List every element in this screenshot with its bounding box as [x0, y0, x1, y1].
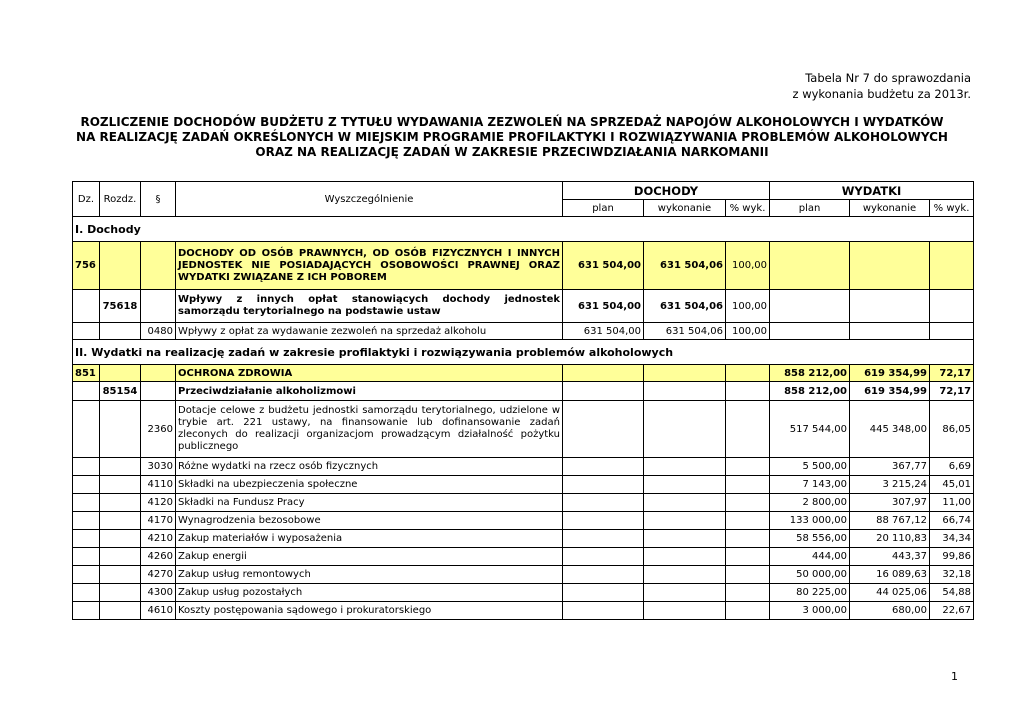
table-row — [73, 476, 974, 494]
expense-pct: 6,69 — [930, 458, 974, 476]
income-pct: 100,00 — [726, 323, 770, 340]
title-line-3: ORAZ NA REALIZACJĘ ZADAŃ W ZAKRESIE PRZECIWDZIAŁANIA NARKOMANII — [255, 145, 769, 159]
rozdz-code: 85154 — [100, 382, 141, 401]
paragraph-description: Dotacje celowe z budżetu jednostki samorządu terytorialnego, udzielone w trybie art. 221 ustawy, na finansowanie lub dofinansowanie zadań zleconych do realizacji organizacjom prowadzącym działalność pożytku publicznego — [176, 401, 563, 458]
table-row — [73, 548, 974, 566]
expense-plan: 7 143,00 — [770, 476, 850, 494]
paragraph-description: Różne wydatki na rzecz osób fizycznych — [176, 458, 563, 476]
col-income-plan: plan — [563, 200, 644, 217]
title-line-2: NA REALIZACJĘ ZADAŃ OKREŚLONYCH W MIEJSKIM PROGRAMIE PROFILAKTYKI I ROZWIĄZYWANIA PROBLEMÓW ALKOHOLOWYCH — [76, 130, 948, 144]
paragraph-code: 4110 — [141, 476, 176, 494]
dz-code: 756 — [73, 242, 100, 290]
budget-table — [72, 181, 974, 620]
col-income-wykonanie: wykonanie — [644, 200, 726, 217]
expense-plan: 2 800,00 — [770, 494, 850, 512]
report-annotation — [793, 70, 972, 102]
income-pct: 100,00 — [726, 242, 770, 290]
table-row — [73, 566, 974, 584]
income-wykonanie: 631 504,06 — [644, 323, 726, 340]
table-row — [73, 494, 974, 512]
rozdz-description: Przeciwdziałanie alkoholizmowi — [176, 382, 563, 401]
expense-plan: 50 000,00 — [770, 566, 850, 584]
col-income-pct: % wyk. — [726, 200, 770, 217]
expense-wykonanie: 44 025,06 — [850, 584, 930, 602]
paragraph-code: 0480 — [141, 323, 176, 340]
col-expense-pct: % wyk. — [930, 200, 974, 217]
expense-wykonanie: 20 110,83 — [850, 530, 930, 548]
expense-plan: 133 000,00 — [770, 512, 850, 530]
table-row — [73, 458, 974, 476]
col-dz: Dz. — [73, 182, 100, 217]
rozdz-description: Wpływy z innych opłat stanowiących dochody jednostek samorządu terytorialnego na podstawie ustaw — [176, 290, 563, 323]
paragraph-description: Składki na Fundusz Pracy — [176, 494, 563, 512]
paragraph-description: Wynagrodzenia bezosobowe — [176, 512, 563, 530]
expense-plan: 80 225,00 — [770, 584, 850, 602]
col-description: Wyszczególnienie — [176, 182, 563, 217]
expense-pct: 72,17 — [930, 382, 974, 401]
paragraph-description: Zakup usług remontowych — [176, 566, 563, 584]
expense-wykonanie: 307,97 — [850, 494, 930, 512]
expense-plan: 58 556,00 — [770, 530, 850, 548]
paragraph-code: 4270 — [141, 566, 176, 584]
rozdz-code: 75618 — [100, 290, 141, 323]
income-wykonanie: 631 504,06 — [644, 242, 726, 290]
expense-pct: 66,74 — [930, 512, 974, 530]
expense-plan: 517 544,00 — [770, 401, 850, 458]
expense-pct: 54,88 — [930, 584, 974, 602]
title-line-1: ROZLICZENIE DOCHODÓW BUDŻETU Z TYTUŁU WYDAWANIA ZEZWOLEŃ NA SPRZEDAŻ NAPOJÓW ALKOHOLOWYCH I WYDATKÓW — [80, 115, 944, 129]
expense-wykonanie: 88 767,12 — [850, 512, 930, 530]
expense-wykonanie: 619 354,99 — [850, 365, 930, 382]
income-wykonanie: 631 504,06 — [644, 290, 726, 323]
document-title — [60, 115, 964, 160]
col-expense-plan: plan — [770, 200, 850, 217]
expense-pct: 86,05 — [930, 401, 974, 458]
paragraph-code: 4610 — [141, 602, 176, 620]
annotation-line-1: Tabela Nr 7 do sprawozdania — [805, 71, 971, 85]
income-plan: 631 504,00 — [563, 242, 644, 290]
income-plan: 631 504,00 — [563, 290, 644, 323]
expense-plan: 444,00 — [770, 548, 850, 566]
col-rozdz: Rozdz. — [100, 182, 141, 217]
section-header: II. Wydatki na realizację zadań w zakresie profilaktyki i rozwiązywania problemów alkoholowych — [73, 340, 974, 365]
expense-wykonanie: 619 354,99 — [850, 382, 930, 401]
table-row — [73, 512, 974, 530]
paragraph-code: 4120 — [141, 494, 176, 512]
paragraph-code: 4300 — [141, 584, 176, 602]
expense-pct: 99,86 — [930, 548, 974, 566]
expense-wykonanie: 443,37 — [850, 548, 930, 566]
paragraph-description: Zakup energii — [176, 548, 563, 566]
table-row — [73, 584, 974, 602]
paragraph-code: 4210 — [141, 530, 176, 548]
paragraph-description: Zakup materiałów i wyposażenia — [176, 530, 563, 548]
dz-description: DOCHODY OD OSÓB PRAWNYCH, OD OSÓB FIZYCZNYCH I INNYCH JEDNOSTEK NIE POSIADAJĄCYCH OSOBOWOŚCI PRAWNEJ ORAZ WYDATKI ZWIĄZANE Z ICH POBOREM — [176, 242, 563, 290]
expense-wykonanie: 3 215,24 — [850, 476, 930, 494]
expense-wykonanie: 16 089,63 — [850, 566, 930, 584]
col-expense-wykonanie: wykonanie — [850, 200, 930, 217]
annotation-line-2: z wykonania budżetu za 2013r. — [792, 87, 971, 101]
paragraph-description: Wpływy z opłat za wydawanie zezwoleń na sprzedaż alkoholu — [176, 323, 563, 340]
page-number: 1 — [951, 670, 958, 683]
col-paragraph: § — [141, 182, 176, 217]
table-row — [73, 530, 974, 548]
table-row — [73, 401, 974, 458]
dz-code: 851 — [73, 365, 100, 382]
paragraph-code: 4260 — [141, 548, 176, 566]
expense-wykonanie: 680,00 — [850, 602, 930, 620]
expense-pct: 32,18 — [930, 566, 974, 584]
paragraph-code: 4170 — [141, 512, 176, 530]
table-row — [73, 602, 974, 620]
expense-pct: 34,34 — [930, 530, 974, 548]
paragraph-description: Koszty postępowania sądowego i prokuratorskiego — [176, 602, 563, 620]
expense-wykonanie: 445 348,00 — [850, 401, 930, 458]
col-wydatki: WYDATKI — [770, 182, 974, 200]
col-dochody: DOCHODY — [563, 182, 770, 200]
section-header: I. Dochody — [73, 217, 974, 242]
income-pct: 100,00 — [726, 290, 770, 323]
dz-description: OCHRONA ZDROWIA — [176, 365, 563, 382]
expense-wykonanie: 367,77 — [850, 458, 930, 476]
expense-plan: 5 500,00 — [770, 458, 850, 476]
expense-plan: 858 212,00 — [770, 365, 850, 382]
expense-pct: 45,01 — [930, 476, 974, 494]
paragraph-code: 3030 — [141, 458, 176, 476]
expense-pct: 11,00 — [930, 494, 974, 512]
paragraph-code: 2360 — [141, 401, 176, 458]
expense-pct: 22,67 — [930, 602, 974, 620]
expense-pct: 72,17 — [930, 365, 974, 382]
paragraph-description: Zakup usług pozostałych — [176, 584, 563, 602]
income-plan: 631 504,00 — [563, 323, 644, 340]
paragraph-description: Składki na ubezpieczenia społeczne — [176, 476, 563, 494]
expense-plan: 3 000,00 — [770, 602, 850, 620]
expense-plan: 858 212,00 — [770, 382, 850, 401]
